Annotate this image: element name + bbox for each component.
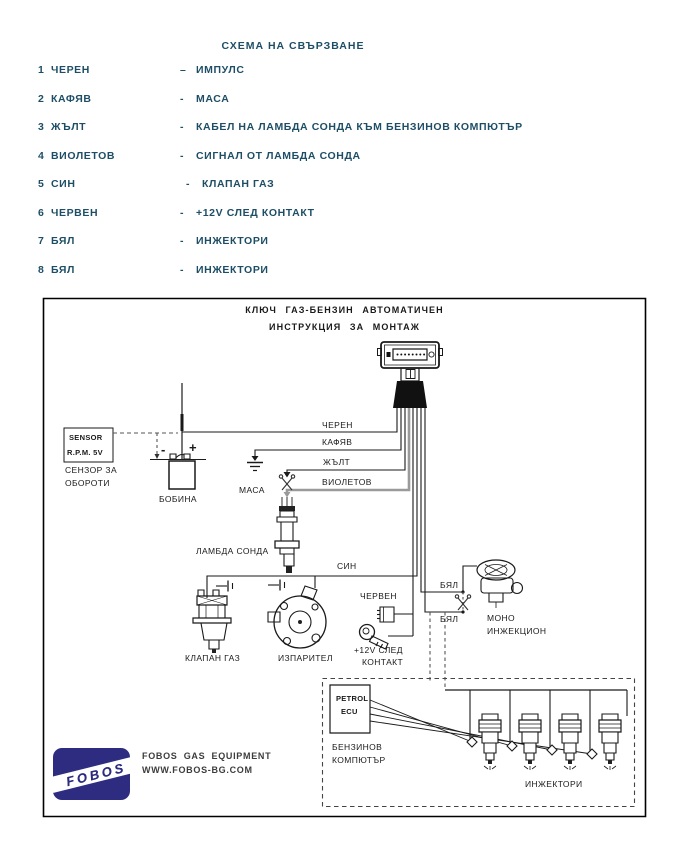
wire-brown-label: КАФЯВ: [322, 437, 353, 447]
sensor-box-label-1: SENSOR: [69, 433, 103, 442]
legend-dash: -: [180, 121, 185, 133]
wire-yellow-label: ЖЪЛТ: [323, 457, 351, 467]
legend-desc: ИМПУЛС: [196, 64, 245, 76]
sensor-caption-1: СЕНЗОР ЗА: [65, 465, 118, 475]
ignition-coil-icon: [150, 383, 206, 489]
legend-desc: КАБЕЛ НА ЛАМБДА СОНДА КЪМ БЕНЗИНОВ КОМПЮТЪР: [196, 121, 523, 133]
legend-num: 1: [38, 64, 45, 76]
wire-black-label: ЧЕРЕН: [322, 420, 353, 430]
company-name: FOBOS GAS EQUIPMENT: [142, 751, 272, 761]
ecu-label-1: PETROL: [336, 694, 369, 703]
coil-minus-sign: -: [161, 442, 166, 457]
legend-dash: -: [180, 235, 185, 247]
fobos-logo-text: FOBOS: [64, 759, 128, 789]
legend-desc: СИГНАЛ ОТ ЛАМБДА СОНДА: [196, 150, 361, 162]
legend-num: 6: [38, 207, 45, 219]
diagram-title-line1: КЛЮЧ ГАЗ-БЕНЗИН АВТОМАТИЧЕН: [245, 305, 444, 315]
legend-desc: МАСА: [196, 93, 230, 105]
legend-num: 2: [38, 93, 45, 105]
legend-num: 7: [38, 235, 45, 247]
legend-color: КАФЯВ: [51, 93, 92, 105]
coil-label: БОБИНА: [159, 494, 197, 504]
company-website: WWW.FOBOS-BG.COM: [142, 765, 253, 775]
coil-plus-sign: +: [189, 440, 197, 455]
legend-desc: ИНЖЕКТОРИ: [196, 264, 269, 276]
legend-desc: КЛАПАН ГАЗ: [202, 178, 275, 190]
gas-valve-label: КЛАПАН ГАЗ: [185, 653, 241, 663]
mono-injection-icon: [477, 560, 523, 608]
lambda-label: ЛАМБДА СОНДА: [196, 546, 269, 556]
mono-label-2: ИНЖЕКЦИОН: [487, 626, 547, 636]
legend-dash: -: [180, 93, 185, 105]
injector-icon: [467, 714, 501, 770]
fobos-logo: [53, 748, 130, 800]
legend-color: БЯЛ: [51, 235, 75, 247]
ignition-label-2: КОНТАКТ: [362, 657, 404, 667]
ignition-label-1: +12V СЛЕД: [354, 645, 403, 655]
wire-blue-line: [207, 408, 417, 598]
legend-dash: -: [180, 150, 185, 162]
sensor-caption-2: ОБОРОТИ: [65, 478, 110, 488]
wire-black-line: [182, 408, 397, 432]
legend-num: 5: [38, 178, 45, 190]
evaporator-label: ИЗПАРИТЕЛ: [278, 653, 333, 663]
legend-num: 3: [38, 121, 45, 133]
wire-red-label: ЧЕРВЕН: [360, 591, 397, 601]
legend-num: 4: [38, 150, 45, 162]
injector-icon: [587, 714, 621, 770]
wire-white-top-label: БЯЛ: [440, 580, 459, 590]
page-title: СХЕМА НА СВЪРЗВАНЕ: [221, 40, 365, 52]
sensor-box-label-2: R.P.M. 5V: [67, 448, 103, 457]
petrol-computer-label-1: БЕНЗИНОВ: [332, 742, 383, 752]
diagram-title-line2: ИНСТРУКЦИЯ ЗА МОНТАЖ: [269, 322, 420, 332]
petrol-computer-label-2: КОМПЮТЪР: [332, 755, 386, 765]
legend-desc: ИНЖЕКТОРИ: [196, 235, 269, 247]
ecu-label-2: ECU: [341, 707, 358, 716]
ground-label: МАСА: [239, 485, 265, 495]
legend-dash: -: [186, 178, 191, 190]
gas-valve-icon: [193, 590, 231, 653]
legend-dash: –: [180, 64, 187, 76]
legend-color: ЧЕРВЕН: [51, 207, 99, 219]
legend-color: БЯЛ: [51, 264, 75, 276]
wire-white-bottom-label: БЯЛ: [440, 614, 459, 624]
legend-color: ЧЕРЕН: [51, 64, 90, 76]
legend-color: СИН: [51, 178, 76, 190]
lambda-probe-icon: [275, 497, 299, 573]
control-unit-icon: [378, 342, 443, 408]
diagram-border: [44, 299, 646, 817]
fobos-logo-band: [53, 753, 130, 795]
wire-violet-label: ВИОЛЕТОВ: [322, 477, 372, 487]
injectors-label: ИНЖЕКТОРИ: [525, 779, 583, 789]
legend-dash: -: [180, 207, 185, 219]
legend-num: 8: [38, 264, 45, 276]
mono-label-1: МОНО: [487, 613, 516, 623]
injector-icon: [507, 714, 541, 770]
evaporator-icon: [268, 586, 326, 648]
injector-icon: [547, 714, 581, 770]
red-connector-icon: [377, 607, 394, 622]
wire-blue-label: СИН: [337, 561, 357, 571]
connector-symbol-icon: [216, 580, 285, 592]
legend-color: ЖЪЛТ: [51, 121, 87, 133]
legend-desc: +12V СЛЕД КОНТАКТ: [196, 207, 315, 219]
legend-color: ВИОЛЕТОВ: [51, 150, 116, 162]
legend-dash: -: [180, 264, 185, 276]
